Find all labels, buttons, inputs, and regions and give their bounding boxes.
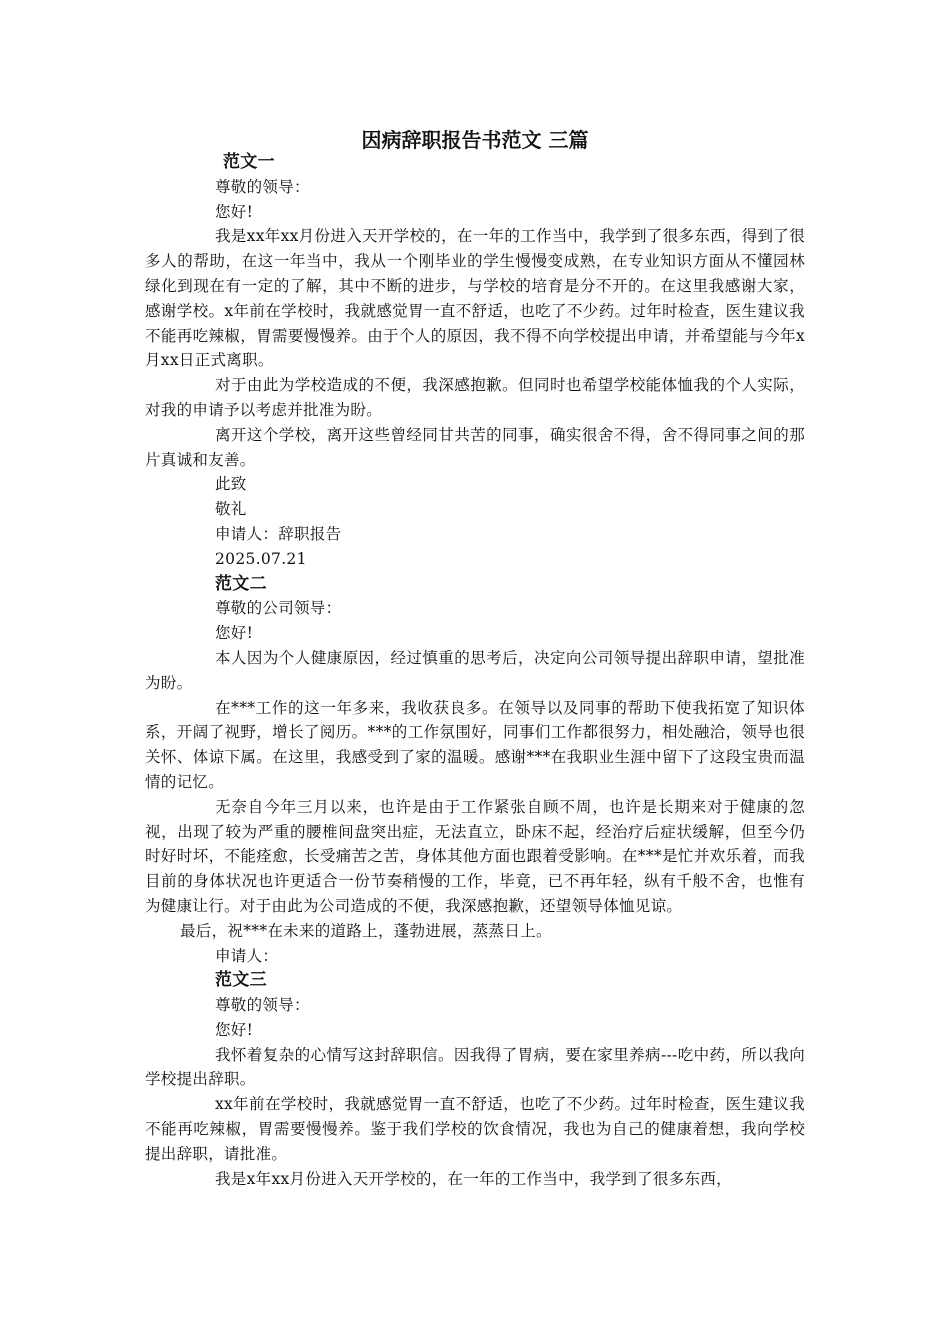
paragraph: 我是xx年xx月份进入天开学校的，在一年的工作当中，我学到了很多东西，得到了很多人的帮助，在这一年当中，我从一个刚毕业的学生慢慢变成熟，在专业知识方面从不懂园林绿化到现在有一定的了解，其中不断的进步，与学校的培育是分不开的。在这里我感谢大家，感谢学校。x年前在学校时，我就感觉胃一直不舒适，也吃了不少药。过年时检查，医生建议我不能再吃辣椒，胃需要慢慢养。由于个人的原因，我不得不向学校提出申请，并希望能与今年x月xx日正式离职。 — [145, 227, 805, 370]
paragraph: 我是x年xx月份进入天开学校的，在一年的工作当中，我学到了很多东西， — [215, 1169, 732, 1188]
paragraph: 对于由此为学校造成的不便，我深感抱歉。但同时也希望学校能体恤我的个人实际，对我的申请予以考虑并批准为盼。 — [145, 376, 805, 419]
salutation: 尊敬的领导： — [215, 996, 310, 1015]
greeting: 您好! — [215, 1020, 254, 1039]
closing-line: 此致 — [215, 475, 247, 494]
document-title: 因病辞职报告书范文 三篇 — [361, 128, 589, 152]
paragraph: 无奈自今年三月以来，也许是由于工作紧张自顾不周，也许是长期来对于健康的忽视，出现了较为严重的腰椎间盘突出症，无法直立，卧床不起，经治疗后症状缓解，但至今仍时好时坏，不能痊愈，长受痛苦之苦，身体其他方面也跟着受影响。在***是忙并欢乐着，而我目前的身体状况也许更适合一份节奏稍慢的工作，毕竟，已不再年轻，纵有千般不舍，也惟有为健康让行。对于由此为公司造成的不便，我深感抱歉，还望领导体恤见谅。 — [145, 797, 805, 915]
section-heading: 范文一 — [223, 152, 275, 172]
salutation: 尊敬的领导： — [215, 177, 310, 196]
salutation: 尊敬的公司领导： — [215, 599, 342, 618]
applicant-line: 申请人： — [215, 946, 279, 965]
closing-line: 敬礼 — [215, 500, 247, 519]
applicant-line: 申请人：辞职报告 — [215, 524, 342, 543]
paragraph: xx年前在学校时，我就感觉胃一直不舒适，也吃了不少药。过年时检查，医生建议我不能再吃辣椒，胃需要慢慢养。鉴于我们学校的饮食情况，我也为自己的健康着想，我向学校提出辞职，请批准。 — [145, 1095, 805, 1163]
paragraph: 本人因为个人健康原因，经过慎重的思考后，决定向公司领导提出辞职申请，望批准为盼。 — [145, 648, 805, 692]
wish-line: 最后，祝***在未来的道路上，蓬勃进展，蒸蒸日上。 — [180, 921, 552, 940]
paragraph: 在***工作的这一年多来，我收获良多。在领导以及同事的帮助下使我拓宽了知识体系，开阔了视野，增长了阅历。***的工作氛围好，同事们工作都很努力，相处融洽，领导也很关怀、体谅下属。在这里，我感受到了家的温暖。感谢***在我职业生涯中留下了这段宝贵而温情的记忆。 — [145, 698, 805, 791]
date-line: 2025.07.21 — [215, 549, 307, 568]
paragraph: 离开这个学校，离开这些曾经同甘共苦的同事，确实很舍不得，舍不得同事之间的那片真诚和友善。 — [145, 425, 805, 469]
greeting: 您好! — [215, 624, 254, 643]
document-body — [145, 150, 805, 1191]
section-heading: 范文三 — [215, 970, 267, 991]
greeting: 您好! — [215, 202, 254, 221]
section-heading: 范文二 — [215, 573, 267, 594]
paragraph: 我怀着复杂的心情写这封辞职信。因我得了胃病，要在家里养病---吃中药，所以我向学校提出辞职。 — [145, 1045, 805, 1089]
